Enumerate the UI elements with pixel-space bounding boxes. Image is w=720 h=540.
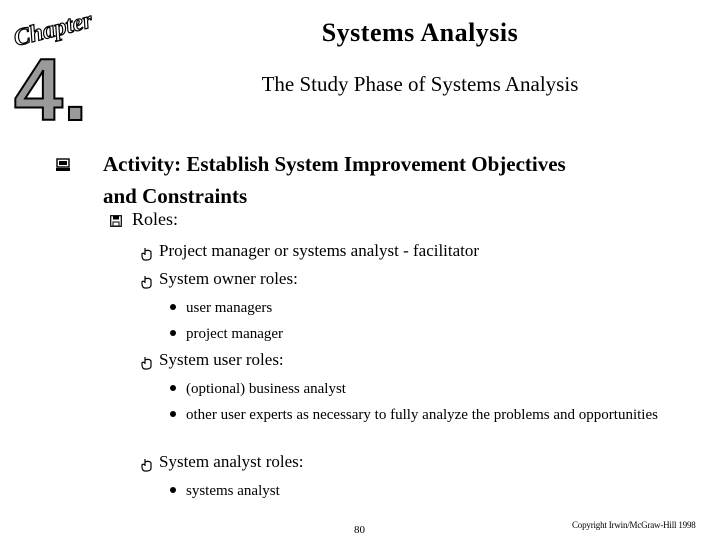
disk-icon xyxy=(110,215,122,227)
activity-line-1: Activity: Establish System Improvement Objectives xyxy=(103,152,566,176)
bullet-dot-icon xyxy=(170,304,176,310)
bullet-dot-icon xyxy=(170,487,176,493)
slide-subtitle: The Study Phase of Systems Analysis xyxy=(261,72,579,96)
chapter-number: 4. xyxy=(14,40,88,132)
activity-heading xyxy=(103,148,663,212)
role-label: System owner roles: xyxy=(159,269,298,288)
page-number: 80 xyxy=(354,524,365,536)
chapter-word: Chapter xyxy=(11,7,96,52)
role-item: project manager xyxy=(186,326,284,342)
bullet-dot-icon xyxy=(170,330,176,336)
computer-icon xyxy=(56,158,70,172)
slide-title: Systems Analysis xyxy=(321,18,519,47)
role-label: System user roles: xyxy=(159,350,284,369)
chapter-logo xyxy=(8,4,112,132)
role-item: other user experts as necessary to fully analyze the problems and opportunities xyxy=(186,407,658,423)
bullet-dot-icon xyxy=(170,411,176,417)
role-label: System analyst roles: xyxy=(159,452,304,471)
roles-heading: Roles: xyxy=(132,209,179,229)
role-item: (optional) business analyst xyxy=(186,381,346,397)
pointing-hand-icon xyxy=(141,356,153,370)
pointing-hand-icon xyxy=(141,458,153,472)
bullet-dot-icon xyxy=(170,385,176,391)
copyright-notice: Copyright Irwin/McGraw-Hill 1998 xyxy=(572,520,696,530)
pointing-hand-icon xyxy=(141,247,153,261)
role-item: user managers xyxy=(186,300,273,316)
activity-line-2: and Constraints xyxy=(103,184,248,208)
role-item: systems analyst xyxy=(186,483,280,499)
pointing-hand-icon xyxy=(141,275,153,289)
role-label: Project manager or systems analyst - facilitator xyxy=(159,241,480,260)
